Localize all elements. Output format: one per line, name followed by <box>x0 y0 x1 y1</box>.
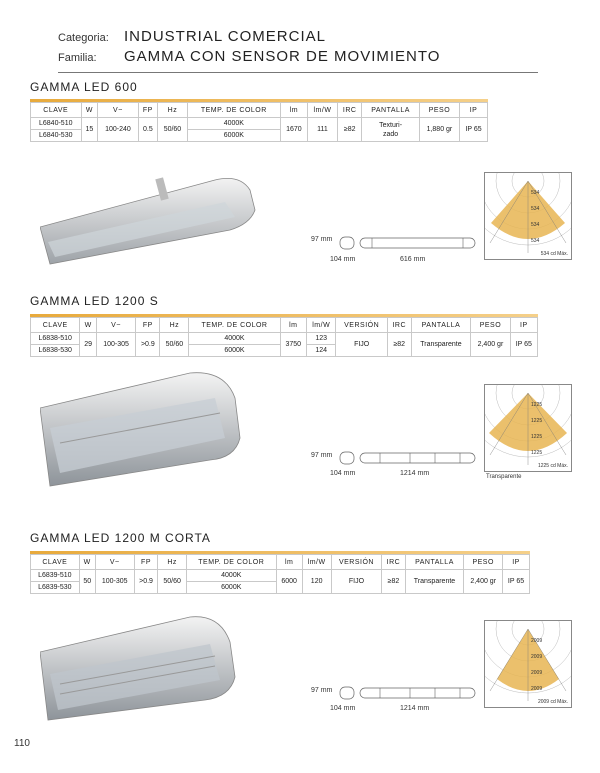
col-header: TEMP. DE COLOR <box>186 555 276 570</box>
table-row <box>31 333 538 345</box>
section-title-3: GAMMA LED 1200 M CORTA <box>30 531 211 545</box>
polar-graph <box>485 385 571 471</box>
dim-height-3: 97 mm <box>311 687 333 694</box>
polar-caption: 534 cd Máx. <box>540 251 568 257</box>
spec-table-2 <box>30 317 538 357</box>
col-header: IRC <box>382 555 405 570</box>
luminaire-600-image <box>40 172 265 267</box>
table-header-row <box>31 555 530 570</box>
spec-table-3 <box>30 554 530 594</box>
col-header: FP <box>134 555 158 570</box>
polar-value: 534 <box>531 190 540 196</box>
polar-graph <box>485 173 571 259</box>
section-title-2: GAMMA LED 1200 S <box>30 294 159 308</box>
section-title-1: GAMMA LED 600 <box>30 80 138 94</box>
col-header: PANTALLA <box>411 318 471 333</box>
familia-label: Familia: <box>58 52 97 64</box>
col-header: VERSIÓN <box>336 318 387 333</box>
dim-height-1: 97 mm <box>311 236 333 243</box>
page-number: 110 <box>14 738 30 749</box>
cell-w: 50 <box>79 570 95 594</box>
cell-clave: L6840-510 <box>31 118 82 130</box>
cell-ip: IP 65 <box>510 333 537 357</box>
table-header-row <box>31 318 538 333</box>
cell-lm: 1670 <box>280 118 307 142</box>
col-header: FP <box>136 318 160 333</box>
cell-version: FIJO <box>336 333 387 357</box>
col-header: CLAVE <box>31 555 80 570</box>
dim-length-3: 1214 mm <box>400 705 430 712</box>
cell-lmw: 123 <box>306 333 335 345</box>
col-header: W <box>81 103 98 118</box>
cell-clave: L6838-510 <box>31 333 80 345</box>
cell-hz: 50/60 <box>160 333 189 357</box>
cell-irc: ≥82 <box>382 570 405 594</box>
col-header: PANTALLA <box>405 555 464 570</box>
polar-caption: 2009 cd Máx. <box>537 699 568 705</box>
spec-table-1 <box>30 102 488 142</box>
cell-clave: L6838-530 <box>31 345 80 357</box>
col-header: PESO <box>419 103 459 118</box>
cell-version: FIJO <box>331 570 382 594</box>
table-row <box>31 118 488 130</box>
cell-lmw: 120 <box>302 570 331 594</box>
dim-length-2: 1214 mm <box>400 470 430 477</box>
col-header: PESO <box>464 555 503 570</box>
cell-temp: 6000K <box>186 582 276 594</box>
cell-lmw: 111 <box>307 118 337 142</box>
header-divider <box>58 72 538 73</box>
col-header: IP <box>510 318 537 333</box>
polar-diagram-1 <box>484 172 572 260</box>
col-header: lm <box>276 555 302 570</box>
categoria-label: Categoria: <box>58 32 109 44</box>
polar-value: 1225 <box>531 434 543 440</box>
col-header: lm <box>280 103 307 118</box>
col-header: IP <box>460 103 488 118</box>
col-header: V~ <box>95 555 134 570</box>
cell-temp: 4000K <box>186 570 276 582</box>
categoria-value: INDUSTRIAL COMERCIAL <box>124 28 326 45</box>
col-header: lm/W <box>307 103 337 118</box>
col-header: PESO <box>471 318 510 333</box>
col-header: W <box>79 555 95 570</box>
dim-height-2: 97 mm <box>311 452 333 459</box>
cell-temp: 4000K <box>189 333 280 345</box>
col-header: V~ <box>96 318 135 333</box>
col-header: lm <box>280 318 306 333</box>
polar-value: 2009 <box>531 670 543 676</box>
dim-width-3: 104 mm <box>330 705 356 712</box>
cell-peso: 1,880 gr <box>419 118 459 142</box>
col-header: FP <box>138 103 158 118</box>
polar-note-2: Transparente <box>486 474 522 480</box>
cell-lmw: 124 <box>306 345 335 357</box>
cell-irc: ≥82 <box>387 333 411 357</box>
table-header-row <box>31 103 488 118</box>
cell-hz: 50/60 <box>158 118 188 142</box>
cell-lm: 3750 <box>280 333 306 357</box>
col-header: TEMP. DE COLOR <box>189 318 280 333</box>
polar-value: 534 <box>531 238 540 244</box>
cell-v: 100-240 <box>98 118 138 142</box>
table-row <box>31 570 530 582</box>
cell-v: 100-305 <box>96 333 135 357</box>
cell-clave: L6839-510 <box>31 570 80 582</box>
polar-diagram-3 <box>484 620 572 708</box>
col-header: IRC <box>338 103 362 118</box>
polar-value: 2009 <box>531 638 543 644</box>
col-header: Hz <box>158 103 188 118</box>
col-header: W <box>80 318 96 333</box>
cell-fp: >0.9 <box>136 333 160 357</box>
col-header: lm/W <box>306 318 335 333</box>
cell-fp: 0.5 <box>138 118 158 142</box>
col-header: IRC <box>387 318 411 333</box>
luminaire-1200m-image <box>40 612 240 722</box>
cell-hz: 50/60 <box>158 570 186 594</box>
cell-peso: 2,400 gr <box>464 570 503 594</box>
polar-diagram-2 <box>484 384 572 472</box>
polar-value: 2009 <box>531 686 543 692</box>
col-header: CLAVE <box>31 318 80 333</box>
dim-width-1: 104 mm <box>330 256 356 263</box>
cell-ip: IP 65 <box>503 570 530 594</box>
polar-value: 2009 <box>531 654 543 660</box>
col-header: IP <box>503 555 530 570</box>
polar-value: 1225 <box>531 402 543 408</box>
cell-temp: 4000K <box>187 118 280 130</box>
familia-value: GAMMA CON SENSOR DE MOVIMIENTO <box>124 48 441 65</box>
polar-caption: 1225 cd Máx. <box>537 463 568 469</box>
col-header: CLAVE <box>31 103 82 118</box>
col-header: PANTALLA <box>362 103 419 118</box>
cell-w: 29 <box>80 333 96 357</box>
polar-graph <box>485 621 571 707</box>
col-header: V~ <box>98 103 138 118</box>
cell-temp: 6000K <box>189 345 280 357</box>
page-header <box>58 28 440 68</box>
cell-clave: L6840-530 <box>31 130 82 142</box>
dim-width-2: 104 mm <box>330 470 356 477</box>
cell-temp: 6000K <box>187 130 280 142</box>
polar-value: 1225 <box>531 450 543 456</box>
cell-irc: ≥82 <box>338 118 362 142</box>
cell-pantalla: Texturi- zado <box>362 118 419 142</box>
cell-clave: L6839-530 <box>31 582 80 594</box>
cell-pantalla: Transparente <box>405 570 464 594</box>
col-header: TEMP. DE COLOR <box>187 103 280 118</box>
cell-lm: 6000 <box>276 570 302 594</box>
col-header: lm/W <box>302 555 331 570</box>
polar-value: 1225 <box>531 418 543 424</box>
cell-v: 100-305 <box>95 570 134 594</box>
cell-fp: >0.9 <box>134 570 158 594</box>
col-header: VERSIÓN <box>331 555 382 570</box>
col-header: Hz <box>160 318 189 333</box>
cell-ip: IP 65 <box>460 118 488 142</box>
polar-value: 534 <box>531 222 540 228</box>
cell-w: 15 <box>81 118 98 142</box>
luminaire-1200s-image <box>40 368 250 488</box>
cell-pantalla: Transparente <box>411 333 471 357</box>
col-header: Hz <box>158 555 186 570</box>
cell-peso: 2,400 gr <box>471 333 510 357</box>
dim-length-1: 616 mm <box>400 256 426 263</box>
polar-value: 534 <box>531 206 540 212</box>
